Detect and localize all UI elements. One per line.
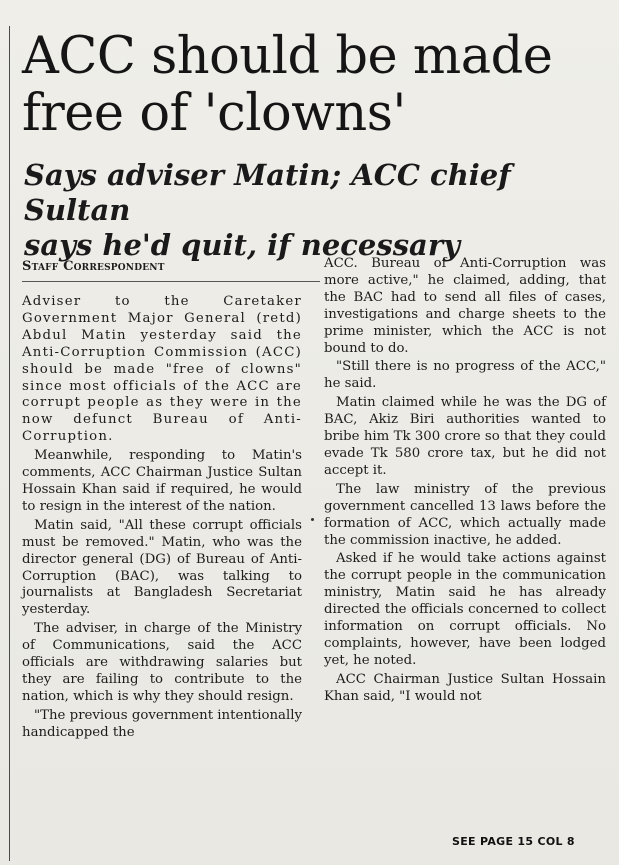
paragraph: The adviser, in charge of the Ministry of Communications, said the ACC officials are withdrawing salaries but they are failing to contribute to the nation, which is why they should resign. — [22, 621, 302, 704]
subheadline — [24, 158, 614, 263]
paragraph: Meanwhile, responding to Matin's comments, ACC Chairman Justice Sultan Hossain Khan said if required, he would to resign in the interest of the nation. — [22, 448, 302, 514]
paragraph: ACC Chairman Justice Sultan Hossain Khan said, "I would not — [324, 671, 606, 704]
paragraph: Adviser to the Caretaker Government Major General (retd) Abdul Matin yesterday said the Anti-Corruption Commission (ACC) should be made "free of clowns" since most officials of the ACC are corrupt people as they were in the now defunct Bureau of Anti-Corruption. — [22, 294, 302, 445]
paragraph: The law ministry of the previous government cancelled 13 laws before the formation of ACC, which actually made the commission inactive, he added. — [324, 481, 606, 548]
byline: Staff Correspondent — [22, 259, 320, 282]
subheadline-line-1: Says adviser Matin; ACC chief Sultan — [24, 158, 511, 227]
article-column-1 — [22, 294, 302, 744]
paragraph: ACC. Bureau of Anti-Corruption was more active," he claimed, adding, that the BAC had to send all files of cases, investigations and charge sheets to the prime minister, which the ACC is not bound to do. — [324, 256, 606, 356]
article-column-2 — [324, 256, 606, 708]
paragraph: Asked if he would take actions against the corrupt people in the communication ministry, Matin said he has already directed the officials concerned to collect information on corrupt officials. No complaints, however, have been lodged yet, he noted. — [324, 551, 606, 668]
headline-line-1: ACC should be made — [22, 27, 553, 86]
paragraph: "Still there is no progress of the ACC," he said. — [324, 359, 606, 392]
print-speck — [311, 518, 314, 521]
paragraph: Matin said, "All these corrupt officials must be removed." Matin, who was the director general (DG) of Bureau of Anti-Corruption (BAC), was talking to journalists at Bangladesh Secretariat yesterday. — [22, 517, 302, 618]
headline-line-2: free of 'clowns' — [22, 84, 406, 143]
subheadline-line-2: says he'd quit, if necessary — [24, 228, 460, 262]
paragraph: "The previous government intentionally handicapped the — [22, 707, 302, 740]
paragraph: Matin claimed while he was the DG of BAC, Akiz Biri authorities wanted to bribe him Tk 300 crore so that they could evade Tk 580 crore tax, but he did not accept it. — [324, 395, 606, 478]
headline — [22, 28, 612, 142]
column-rule — [9, 26, 10, 861]
jump-line: SEE PAGE 15 COL 8 — [452, 835, 575, 848]
